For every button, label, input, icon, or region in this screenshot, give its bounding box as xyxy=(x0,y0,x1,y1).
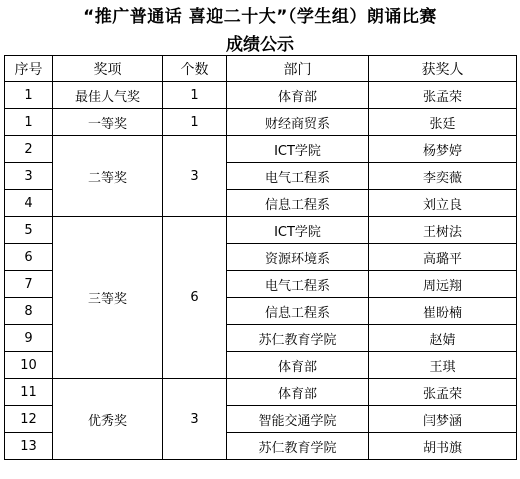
cell-award: 三等奖 xyxy=(53,217,163,379)
cell-name: 王琪 xyxy=(369,352,517,379)
table-row xyxy=(5,136,517,163)
cell-no: 7 xyxy=(5,271,53,298)
cell-no: 12 xyxy=(5,406,53,433)
cell-no: 6 xyxy=(5,244,53,271)
cell-no: 3 xyxy=(5,163,53,190)
cell-dept: 电气工程系 xyxy=(227,163,369,190)
cell-name: 李奕薇 xyxy=(369,163,517,190)
cell-name: 刘立良 xyxy=(369,190,517,217)
page-title: “推广普通话 喜迎二十大”（学生组）朗诵比赛 xyxy=(83,7,437,27)
cell-dept: 体育部 xyxy=(227,379,369,406)
cell-dept: 苏仁教育学院 xyxy=(227,325,369,352)
cell-dept: 电气工程系 xyxy=(227,271,369,298)
header-cell-award: 奖项 xyxy=(53,56,163,82)
results-table-body xyxy=(5,56,517,460)
cell-no: 5 xyxy=(5,217,53,244)
page-subtitle: 成绩公示 xyxy=(226,35,294,55)
cell-dept: 资源环境系 xyxy=(227,244,369,271)
cell-name: 赵婧 xyxy=(369,325,517,352)
cell-dept: 信息工程系 xyxy=(227,190,369,217)
cell-no: 1 xyxy=(5,109,53,136)
cell-name: 崔盼楠 xyxy=(369,298,517,325)
cell-name: 高璐平 xyxy=(369,244,517,271)
cell-name: 王树法 xyxy=(369,217,517,244)
cell-name: 张孟荣 xyxy=(369,379,517,406)
cell-count: 6 xyxy=(163,217,227,379)
header-cell-count: 个数 xyxy=(163,56,227,82)
cell-no: 2 xyxy=(5,136,53,163)
cell-award: 最佳人气奖 xyxy=(53,82,163,109)
cell-count: 1 xyxy=(163,109,227,136)
cell-no: 8 xyxy=(5,298,53,325)
header-cell-no: 序号 xyxy=(5,56,53,82)
cell-dept: ICT学院 xyxy=(227,136,369,163)
cell-dept: 体育部 xyxy=(227,82,369,109)
cell-count: 3 xyxy=(163,136,227,217)
cell-dept: ICT学院 xyxy=(227,217,369,244)
results-table xyxy=(4,55,517,460)
cell-count: 1 xyxy=(163,82,227,109)
table-row xyxy=(5,109,517,136)
cell-dept: 信息工程系 xyxy=(227,298,369,325)
cell-award: 二等奖 xyxy=(53,136,163,217)
cell-no: 9 xyxy=(5,325,53,352)
title-block xyxy=(0,0,520,56)
cell-award: 一等奖 xyxy=(53,109,163,136)
table-row xyxy=(5,82,517,109)
table-row xyxy=(5,379,517,406)
cell-name: 闫梦涵 xyxy=(369,406,517,433)
cell-name: 周远翔 xyxy=(369,271,517,298)
cell-award: 优秀奖 xyxy=(53,379,163,460)
cell-name: 张孟荣 xyxy=(369,82,517,109)
cell-dept: 财经商贸系 xyxy=(227,109,369,136)
cell-name: 胡书旗 xyxy=(369,433,517,460)
header-cell-name: 获奖人 xyxy=(369,56,517,82)
table-row xyxy=(5,217,517,244)
cell-no: 1 xyxy=(5,82,53,109)
cell-count: 3 xyxy=(163,379,227,460)
cell-no: 4 xyxy=(5,190,53,217)
cell-name: 张廷 xyxy=(369,109,517,136)
cell-no: 10 xyxy=(5,352,53,379)
header-cell-dept: 部门 xyxy=(227,56,369,82)
table-header-row xyxy=(5,56,517,82)
cell-no: 11 xyxy=(5,379,53,406)
cell-name: 杨梦婷 xyxy=(369,136,517,163)
cell-dept: 体育部 xyxy=(227,352,369,379)
cell-dept: 苏仁教育学院 xyxy=(227,433,369,460)
cell-no: 13 xyxy=(5,433,53,460)
cell-dept: 智能交通学院 xyxy=(227,406,369,433)
